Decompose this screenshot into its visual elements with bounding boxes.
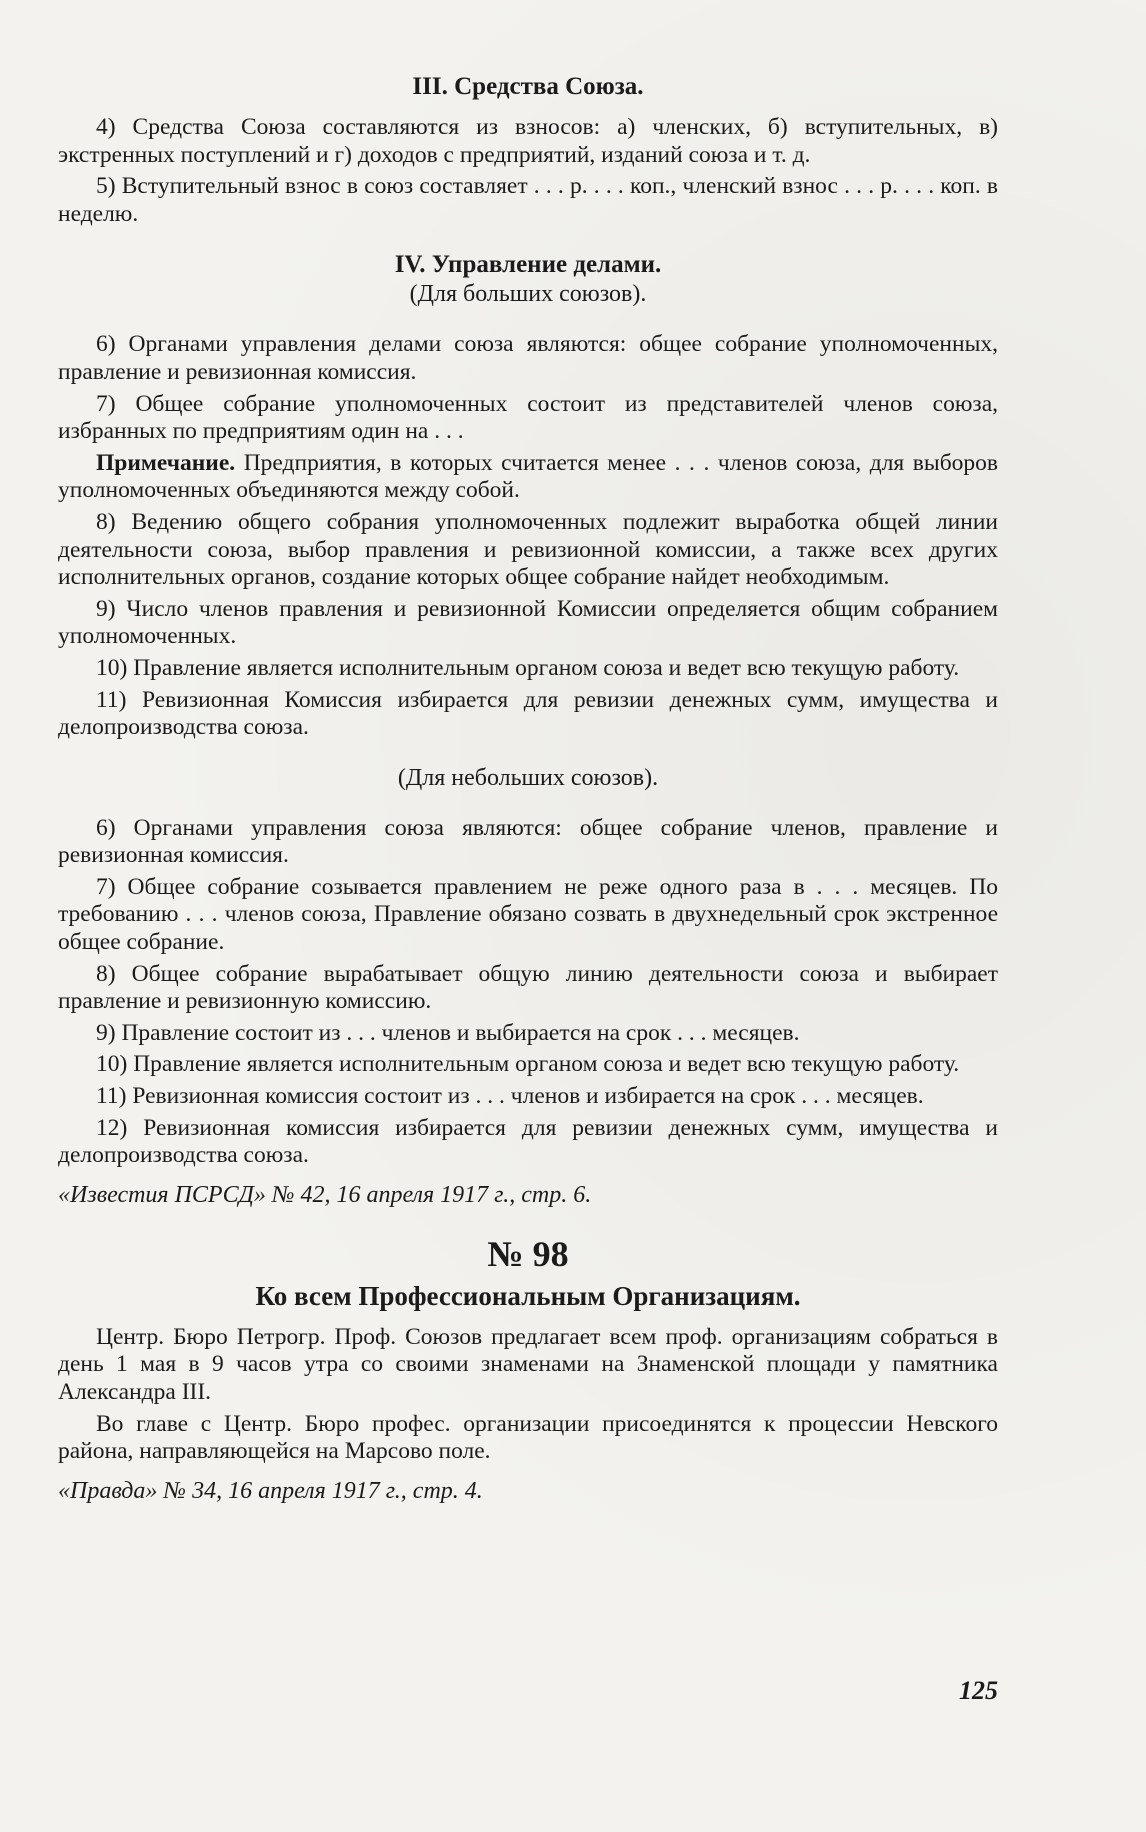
paragraph-8-large: 8) Ведению общего собрания уполномоченных подлежит выработка общей линии деятельности союза, выбор правления и ревизионной комиссии, а также всех других исполнительных органов, создание которых общее собрание найдет необходимым.	[58, 508, 998, 591]
note-text: Предприятия, в которых считается менее . . . членов союза, для выборов уполномоченных объединяются между собой.	[58, 449, 998, 504]
page-number: 125	[959, 1676, 998, 1705]
appeal-paragraph-2: Во главе с Центр. Бюро профес. организации присоединятся к процессии Невского района, направляющейся на Марсово поле.	[58, 1410, 998, 1465]
section-title-management: IV. Управление делами.	[394, 251, 662, 279]
paragraph-8-small: 8) Общее собрание вырабатывает общую линию деятельности союза и выбирает правление и ревизионную комиссию.	[58, 960, 998, 1015]
paragraph-9-large: 9) Число членов правления и ревизионной Комиссии определяется общим собранием уполномоченных.	[58, 595, 998, 650]
paragraph-6-small: 6) Органами управления союза являются: общее собрание членов, правление и ревизионная комиссия.	[58, 814, 998, 869]
paragraph-10-small: 10) Правление является исполнительным органом союза и ведет всю текущую работу.	[96, 1051, 960, 1078]
note-paragraph	[58, 450, 998, 505]
paragraph-5-entry-fee: 5) Вступительный взнос в союз составляет . . . р. . . . коп., членский взнос . . . р. . . . коп. в неделю.	[58, 173, 998, 227]
note-label: Примечание.	[96, 449, 236, 476]
paragraph-11-large: 11) Ревизионная Комиссия избирается для ревизии денежных сумм, имущества и делопроизводства союза.	[58, 686, 998, 741]
paragraph-7-large: 7) Общее собрание уполномоченных состоит из представителей членов союза, избранных по предприятиям один на . . .	[58, 390, 998, 445]
paragraph-10-large: 10) Правление является исполнительным органом союза и ведет всю текущую работу.	[96, 654, 960, 681]
paragraph-6-large: 6) Органами управления делами союза являются: общее собрание уполномоченных, правление и ревизионная комиссия.	[58, 331, 998, 385]
paragraph-9-small: 9) Правление состоит из . . . членов и выбирается на срок . . . месяцев.	[96, 1019, 800, 1046]
paragraph-7-small: 7) Общее собрание созывается правлением не реже одного раза в . . . месяцев. По требованию . . . членов союза, Правление обязано созвать в двухнедельный срок экстренное общее собрание.	[58, 873, 998, 956]
document-number: № 98	[487, 1233, 569, 1274]
paragraph-4-means: 4) Средства Союза составляются из взносов: а) членских, б) вступительных, в) экстренных поступлений и г) доходов с предприятий, изданий союза и т. д.	[58, 114, 998, 168]
paragraph-11-small: 11) Ревизионная комиссия состоит из . . . членов и избирается на срок . . . месяцев.	[96, 1083, 924, 1110]
document-title: Ко всем Профессиональным Организациям.	[255, 1280, 801, 1311]
source-citation-pravda: «Правда» № 34, 16 апреля 1917 г., стр. 4.	[58, 1477, 483, 1504]
paragraph-12-small: 12) Ревизионная комиссия избирается для ревизии денежных сумм, имущества и делопроизводства союза.	[58, 1114, 998, 1169]
subtitle-small-unions: (Для небольших союзов).	[397, 764, 659, 791]
appeal-paragraph-1: Центр. Бюро Петрогр. Проф. Союзов предлагает всем проф. организациям собраться в день 1 мая в 9 часов утра со своими знаменами на Знаменской площади у памятника Александра III.	[58, 1323, 998, 1405]
subtitle-large-unions: (Для больших союзов).	[409, 281, 647, 308]
section-title-means: III. Средства Союза.	[412, 73, 644, 100]
source-citation-izvestia: «Известия ПСРСД» № 42, 16 апреля 1917 г., стр. 6.	[58, 1181, 592, 1208]
